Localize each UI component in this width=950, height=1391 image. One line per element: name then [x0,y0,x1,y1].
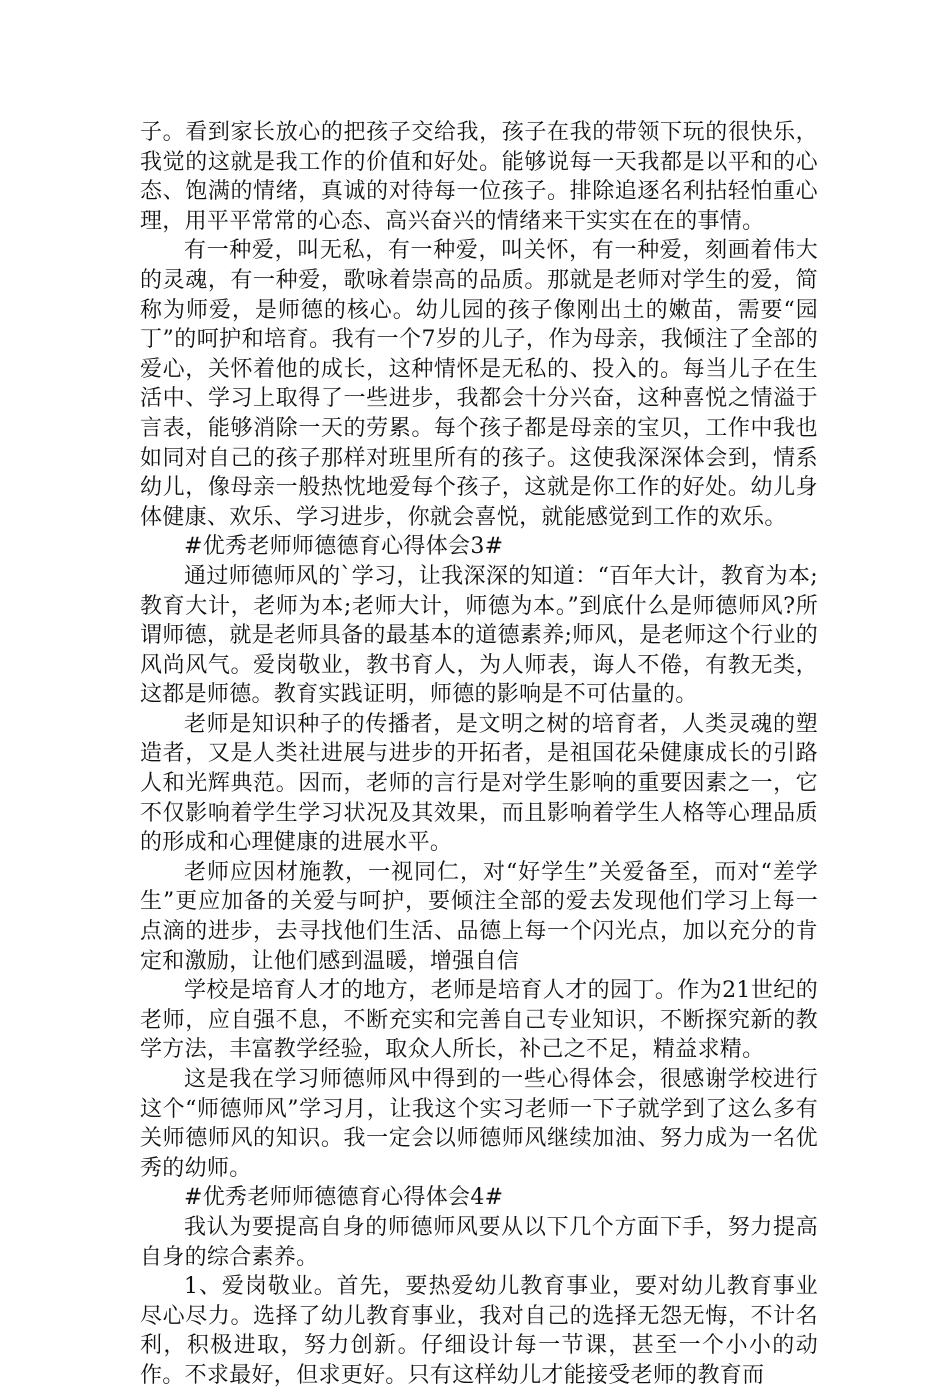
section-heading: #优秀老师师德德育心得体会4# [184,1185,504,1211]
document-body [140,118,818,1391]
paragraph: 学校是培育人才的地方，老师是培育人才的园丁。作为21世纪的老师，应自强不息，不断充实和完善自己专业知识，不断探究新的教学方法，丰富教学经验，取众人所长，补己之不足，精益求精。 [140,978,818,1063]
paragraph: 老师是知识种子的传播者，是文明之树的培育者，人类灵魂的塑造者，又是人类社进展与进步的开拓者，是祖国花朵健康成长的引路人和光辉典范。因而，老师的言行是对学生影响的重要因素之一，它不仅影响着学生学习状况及其效果，而且影响着学生人格等心理品质的形成和心理健康的进展水平。 [140,711,818,856]
section-heading: #优秀老师师德德育心得体会3# [184,534,504,560]
paragraph: 我认为要提高自身的师德师风要从以下几个方面下手，努力提高自身的综合素养。 [140,1214,818,1270]
paragraph: 这是我在学习师德师风中得到的一些心得体会，很感谢学校进行这个“师德师风”学习月，让我这个实习老师一下子就学到了这么多有关师德师风的知识。我一定会以师德师风继续加油、努力成为一名优秀的幼师。 [140,1067,818,1181]
paragraph: 子。看到家长放心的把孩子交给我，孩子在我的带领下玩的很快乐，我觉的这就是我工作的价值和好处。能够说每一天我都是以平和的心态、饱满的情绪，真诚的对待每一位孩子。排除追逐名利拈轻怕重心理，用平平常常的心态、高兴奋兴的情绪来干实实在在的事情。 [140,120,818,234]
paragraph: 通过师德师风的`学习，让我深深的知道：“百年大计，教育为本;教育大计，老师为本;老师大计，师德为本。”到底什么是师德师风?所谓师德，就是老师具备的最基本的道德素养;师风，是老师这个行业的风尚风气。爱岗敬业，教书育人，为人师表，诲人不倦，有教无类，这都是师德。教育实践证明，师德的影响是不可估量的。 [140,563,818,708]
paragraph: 老师应因材施教，一视同仁，对“好学生”关爱备至，而对“差学生”更应加备的关爱与呵护，要倾注全部的爱去发现他们学习上每一点滴的进步，去寻找他们生活、品德上每一个闪光点，加以充分的肯定和激励，让他们感到温暖，增强自信 [140,859,818,974]
paragraph: 有一种爱，叫无私，有一种爱，叫关怀，有一种爱，刻画着伟大的灵魂，有一种爱，歌咏着崇高的品质。那就是老师对学生的爱，简称为师爱，是师德的核心。幼儿园的孩子像刚出土的嫩苗，需要“园丁”的呵护和培育。我有一个7岁的儿子，作为母亲，我倾注了全部的爱心，关怀着他的成长，这种情怀是无私的、投入的。每当儿子在生活中、学习上取得了一些进步，我都会十分兴奋，这种喜悦之情溢于言表，能够消除一天的劳累。每个孩子都是母亲的宝贝，工作中我也如同对自己的孩子那样对班里所有的孩子。这使我深深体会到，情系幼儿，像母亲一般热忱地爱每个孩子，这就是你工作的好处。幼儿身体健康、欢乐、学习进步，你就会喜悦，就能感觉到工作的欢乐。 [140,238,818,530]
paragraph: 1、爱岗敬业。首先，要热爱幼儿教育事业，要对幼儿教育事业尽心尽力。选择了幼儿教育事业，我对自己的选择无怨无悔，不计名利，积极进取，努力创新。仔细设计每一节课，甚至一个小小的动作。不求最好，但求更好。只有这样幼儿才能接受老师的教育而 [140,1274,818,1388]
